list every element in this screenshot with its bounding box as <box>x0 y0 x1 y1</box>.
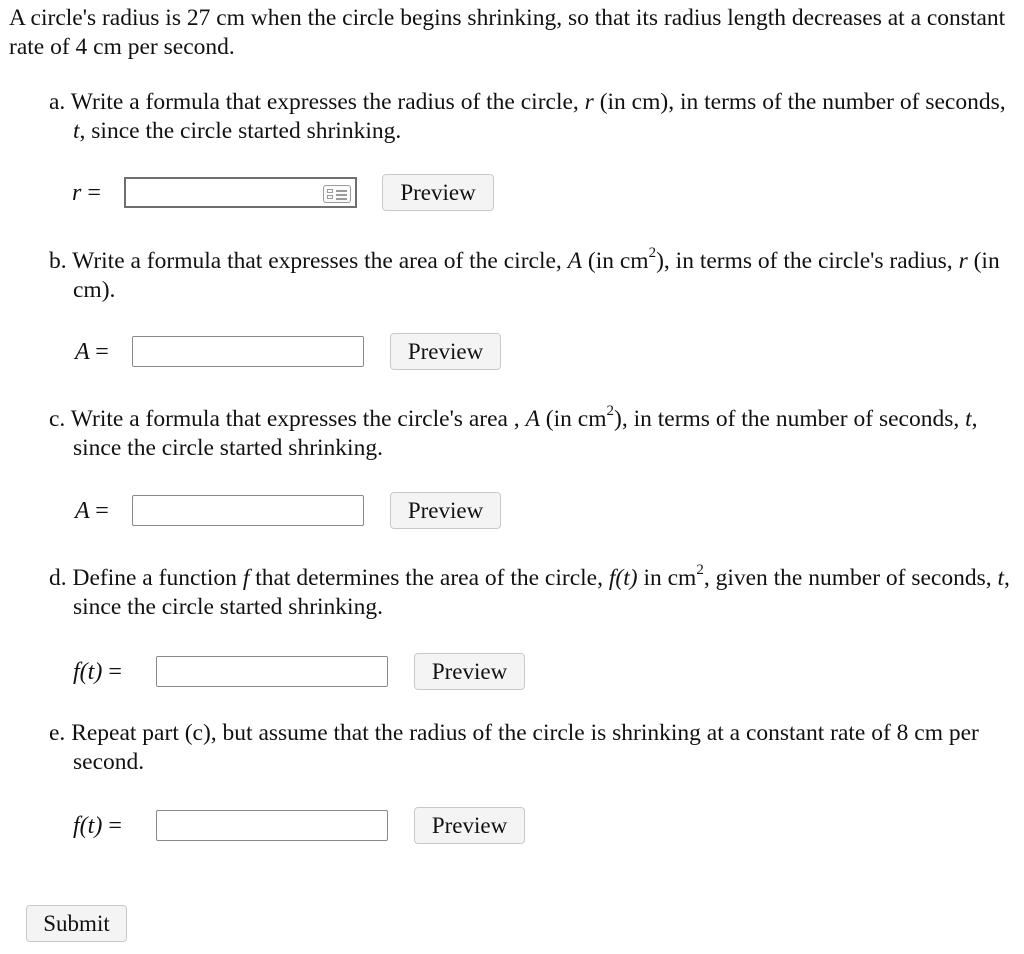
part-d-lhs: f(t) = <box>73 659 122 685</box>
part-e-answer-row <box>0 810 1024 846</box>
var-A: A <box>525 406 540 432</box>
part-e-answer-input[interactable] <box>156 810 388 841</box>
part-e-lhs: f(t) = <box>73 813 122 839</box>
submit-button[interactable]: Submit <box>26 905 127 942</box>
part-c-lhs: A = <box>75 498 109 524</box>
part-a-question: a. Write a formula that expresses the radius of the circle, r (in cm), in terms of the number of seconds, t, since the circle started shrinking. <box>49 89 1006 144</box>
part-b-answer-input[interactable] <box>132 336 364 367</box>
var-t: t <box>997 565 1005 591</box>
part-d-question: d. Define a function f that determines the area of the circle, f(t) in $cm^2$, given the number of seconds, t, since the circle started shrinking. <box>49 562 1010 620</box>
problem-statement: A circle's radius is 27 cm when the circle begins shrinking, so that its radius length decreases at a constant rate of 4 cm per second. <box>9 5 1006 60</box>
part-a-label: a. <box>49 89 66 115</box>
var-t: t <box>965 406 972 432</box>
part-c-answer-row <box>0 495 1024 531</box>
part-d-preview-button[interactable]: Preview <box>414 653 525 690</box>
var-A: A <box>567 248 583 274</box>
part-a-lhs: r = <box>72 180 101 206</box>
part-c-question: c. Write a formula that expresses the circle's area , A (in $cm^2$), in terms of the number of seconds, t, since the circle started shrinking. <box>49 403 978 461</box>
part-c-label: c. <box>49 406 66 432</box>
part-e-label: e. <box>49 720 66 746</box>
var-f: f <box>242 565 250 591</box>
part-e-preview-button[interactable]: Preview <box>414 807 525 844</box>
part-d-answer-row <box>0 656 1024 692</box>
part-c-answer-input[interactable] <box>132 495 364 526</box>
part-a-answer-row <box>0 177 1024 213</box>
part-b-lhs: A = <box>75 339 109 365</box>
part-a-preview-button[interactable]: Preview <box>382 174 494 211</box>
part-b-question: b. Write a formula that expresses the area of the circle, A (in $cm^2$), in terms of the circle's radius, r (in cm). <box>49 245 1000 303</box>
math-keyboard-icon[interactable] <box>323 185 351 203</box>
var-r: r <box>584 89 594 115</box>
part-b-answer-row <box>0 336 1024 372</box>
part-d-answer-input[interactable] <box>156 656 388 687</box>
var-f-of-t: f(t) <box>608 565 638 591</box>
part-b-label: b. <box>49 248 67 274</box>
var-r: r <box>958 248 968 274</box>
part-b-preview-button[interactable]: Preview <box>390 333 501 370</box>
part-e-question: e. Repeat part (c), but assume that the radius of the circle is shrinking at a constant rate of 8 cm per second. <box>49 720 979 775</box>
part-d-label: d. <box>49 565 67 591</box>
var-t: t <box>73 118 80 144</box>
part-c-preview-button[interactable]: Preview <box>390 492 501 529</box>
